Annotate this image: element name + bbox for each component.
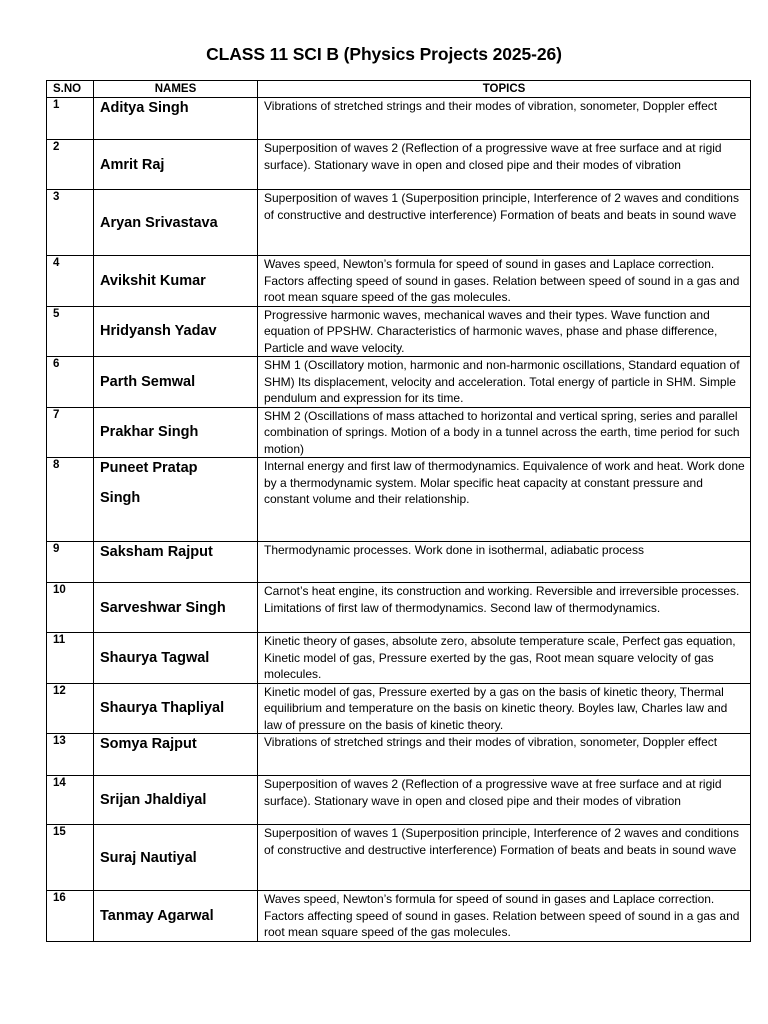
row-topic: SHM 2 (Oscillations of mass attached to horizontal and vertical spring, series and parallel combination of springs. Motion of a body in a tunnel across the earth, time period for such motion) [258, 407, 751, 458]
row-name: Prakhar Singh [94, 407, 258, 458]
row-topic: Vibrations of stretched strings and their modes of vibration, sonometer, Doppler effect [258, 98, 751, 140]
table-row [47, 683, 751, 734]
table-row [47, 583, 751, 633]
row-topic: Superposition of waves 1 (Superposition principle, Interference of 2 waves and conditions of constructive and destructive interference) Formation of beats and beats in sound wave [258, 190, 751, 256]
row-topic: Superposition of waves 1 (Superposition principle, Interference of 2 waves and conditions of constructive and destructive interference) Formation of beats and beats in sound wave [258, 825, 751, 891]
row-sno: 8 [47, 458, 94, 542]
row-name-line1: Puneet Pratap [100, 460, 198, 476]
row-topic: Waves speed, Newton’s formula for speed of sound in gases and Laplace correction. Factors affecting speed of sound in gases. Relation between speed of sound in a gas and root mean square speed of the gas molecules. [258, 891, 751, 942]
header-topics: TOPICS [258, 81, 751, 98]
row-topic: Superposition of waves 2 (Reflection of a progressive wave at free surface and at rigid surface). Stationary wave in open and closed pipe and their modes of vibration [258, 776, 751, 825]
row-topic: Kinetic theory of gases, absolute zero, absolute temperature scale, Perfect gas equation, Kinetic model of gas, Pressure exerted by the gas, Root mean square velocity of gas molecules. [258, 633, 751, 684]
table-row [47, 98, 751, 140]
row-name: Sarveshwar Singh [94, 583, 258, 633]
row-sno: 12 [47, 683, 94, 734]
row-name: Shaurya Tagwal [94, 633, 258, 684]
row-name-line2: Singh [100, 490, 141, 506]
table-row [47, 734, 751, 776]
header-names: NAMES [94, 81, 258, 98]
projects-table [46, 80, 751, 942]
table-row [47, 140, 751, 190]
row-sno: 1 [47, 98, 94, 140]
row-name: Shaurya Thapliyal [94, 683, 258, 734]
table-header-row [47, 81, 751, 98]
row-topic: Carnot’s heat engine, its construction and working. Reversible and irreversible processes. Limitations of first law of thermodynamics. Second law of thermodynamics. [258, 583, 751, 633]
row-topic: Waves speed, Newton’s formula for speed of sound in gases and Laplace correction. Factors affecting speed of sound in gases. Relation between speed of sound in a gas and root mean square speed of the gas molecules. [258, 256, 751, 307]
row-sno: 3 [47, 190, 94, 256]
row-sno: 14 [47, 776, 94, 825]
row-topic: Vibrations of stretched strings and their modes of vibration, sonometer, Doppler effect [258, 734, 751, 776]
table-row [47, 357, 751, 408]
header-sno: S.NO [47, 81, 94, 98]
row-topic: Internal energy and first law of thermodynamics. Equivalence of work and heat. Work done by a thermodynamic system. Molar specific heat capacity at constant pressure and constant volume and their relationship. [258, 458, 751, 542]
row-sno: 13 [47, 734, 94, 776]
row-name: Avikshit Kumar [94, 256, 258, 307]
row-topic: Superposition of waves 2 (Reflection of a progressive wave at free surface and at rigid surface). Stationary wave in open and closed pipe and their modes of vibration [258, 140, 751, 190]
row-sno: 9 [47, 542, 94, 583]
table-row [47, 306, 751, 357]
row-name: Srijan Jhaldiyal [94, 776, 258, 825]
row-topic: Thermodynamic processes. Work done in isothermal, adiabatic process [258, 542, 751, 583]
row-name: Hridyansh Yadav [94, 306, 258, 357]
table-row [47, 407, 751, 458]
row-name: Saksham Rajput [94, 542, 258, 583]
row-name: Amrit Raj [94, 140, 258, 190]
row-sno: 7 [47, 407, 94, 458]
row-sno: 11 [47, 633, 94, 684]
row-name [94, 458, 258, 542]
row-topic: Kinetic model of gas, Pressure exerted by a gas on the basis of kinetic theory, Thermal equilibrium and temperature on the basis on kinetic theory. Boyles law, Charles law and law of pressure on the basis of kinetic theory. [258, 683, 751, 734]
row-sno: 5 [47, 306, 94, 357]
table-row [47, 256, 751, 307]
row-topic: SHM 1 (Oscillatory motion, harmonic and non-harmonic oscillations, Standard equation of SHM) Its displacement, velocity and acceleration. Total energy of particle in SHM. Simple pendulum and expression for its time. [258, 357, 751, 408]
row-sno: 10 [47, 583, 94, 633]
table-row [47, 891, 751, 942]
row-name: Aditya Singh [94, 98, 258, 140]
table-row [47, 633, 751, 684]
table-row [47, 542, 751, 583]
row-sno: 6 [47, 357, 94, 408]
row-sno: 4 [47, 256, 94, 307]
row-name: Parth Semwal [94, 357, 258, 408]
table-row [47, 190, 751, 256]
row-name: Aryan Srivastava [94, 190, 258, 256]
row-sno: 15 [47, 825, 94, 891]
row-name: Suraj Nautiyal [94, 825, 258, 891]
table-row [47, 825, 751, 891]
row-name: Somya Rajput [94, 734, 258, 776]
table-row [47, 776, 751, 825]
page-title: CLASS 11 SCI B (Physics Projects 2025-26) [206, 44, 562, 64]
table-row [47, 458, 751, 542]
row-name: Tanmay Agarwal [94, 891, 258, 942]
row-sno: 2 [47, 140, 94, 190]
row-topic: Progressive harmonic waves, mechanical waves and their types. Wave function and equation of PPSHW. Characteristics of harmonic waves, phase and phase difference, Particle and wave velocity. [258, 306, 751, 357]
row-sno: 16 [47, 891, 94, 942]
